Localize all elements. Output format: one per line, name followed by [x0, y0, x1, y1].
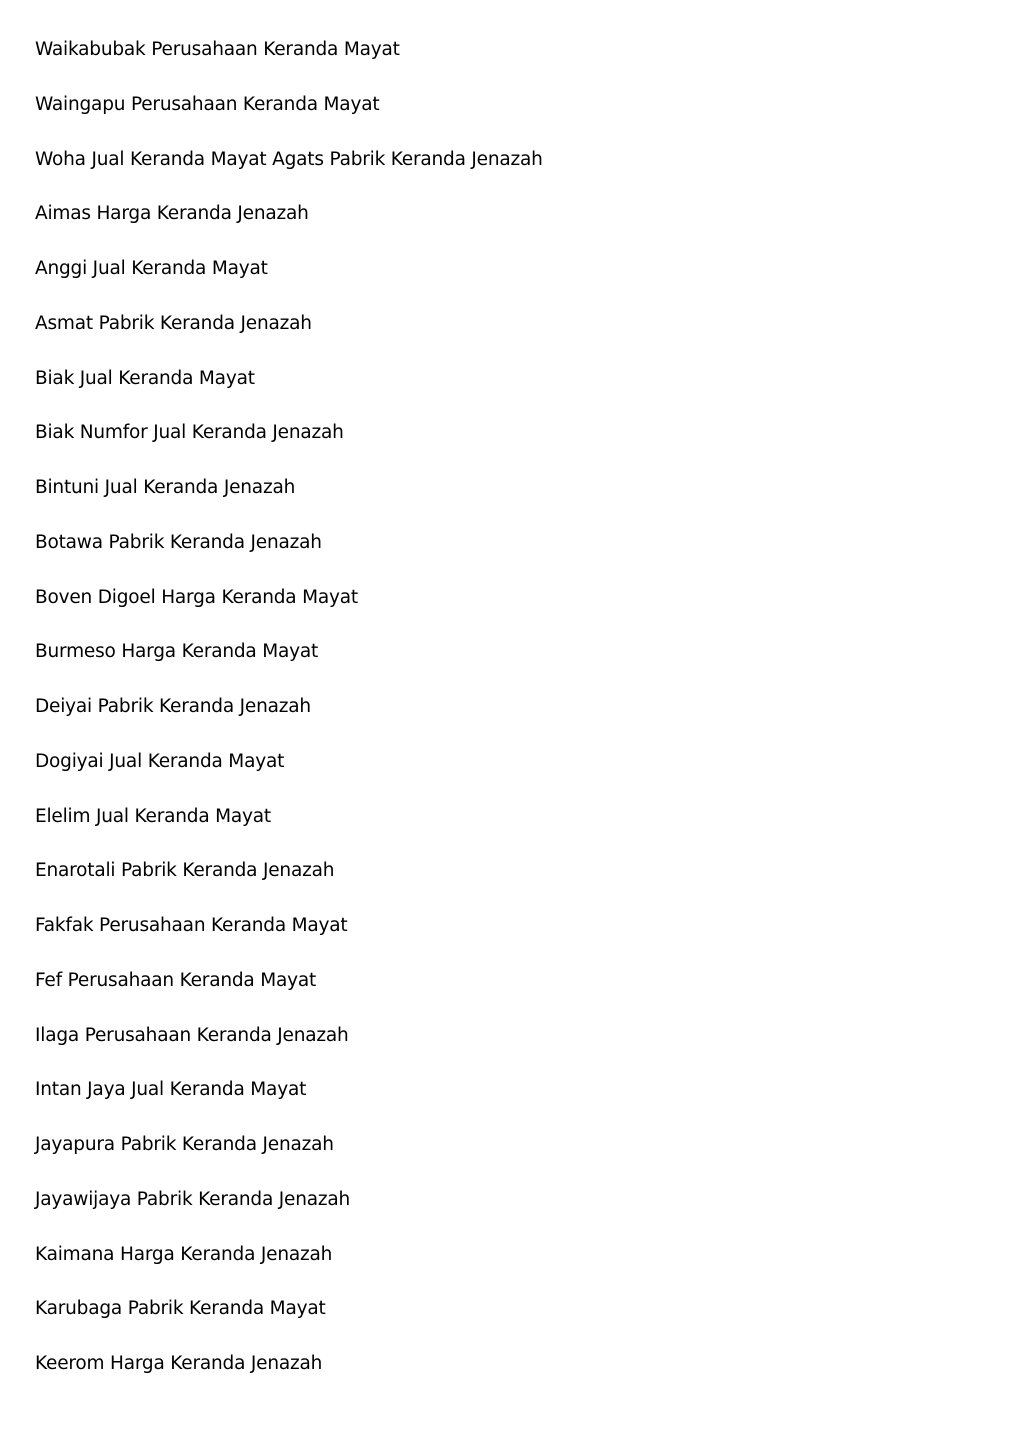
list-item: Asmat Pabrik Keranda Jenazah: [35, 312, 312, 334]
list-item: Woha Jual Keranda Mayat Agats Pabrik Keranda Jenazah: [35, 148, 543, 170]
list-item: Intan Jaya Jual Keranda Mayat: [35, 1079, 307, 1101]
list-item: Burmeso Harga Keranda Mayat: [35, 641, 319, 663]
list-item: Keerom Harga Keranda Jenazah: [35, 1353, 323, 1374]
list-item: Waikabubak Perusahaan Keranda Mayat: [35, 39, 400, 60]
list-item: Boven Digoel Harga Keranda Mayat: [35, 586, 358, 608]
list-item: Jayapura Pabrik Keranda Jenazah: [35, 1134, 334, 1155]
list-item: Waingapu Perusahaan Keranda Mayat: [35, 93, 380, 115]
list-item: Anggi Jual Keranda Mayat: [35, 258, 268, 279]
list-item: Deiyai Pabrik Keranda Jenazah: [35, 696, 311, 717]
list-item: Dogiyai Jual Keranda Mayat: [35, 750, 285, 772]
list-item: Biak Numfor Jual Keranda Jenazah: [35, 422, 344, 444]
list-item: Enarotali Pabrik Keranda Jenazah: [35, 860, 335, 882]
list-item: Fakfak Perusahaan Keranda Mayat: [35, 915, 348, 936]
list-item: Karubaga Pabrik Keranda Mayat: [35, 1298, 326, 1320]
list-item: Jayawijaya Pabrik Keranda Jenazah: [35, 1188, 351, 1210]
list-item: Bintuni Jual Keranda Jenazah: [35, 477, 296, 498]
list-item: Elelim Jual Keranda Mayat: [35, 805, 271, 827]
list-item: Fef Perusahaan Keranda Mayat: [35, 969, 317, 991]
list-item: Kaimana Harga Keranda Jenazah: [35, 1243, 333, 1265]
list-item: Biak Jual Keranda Mayat: [35, 367, 255, 389]
list-item: Aimas Harga Keranda Jenazah: [35, 203, 309, 225]
text-list: [35, 36, 543, 1405]
list-item: Botawa Pabrik Keranda Jenazah: [35, 531, 322, 553]
list-item: Ilaga Perusahaan Keranda Jenazah: [35, 1024, 349, 1046]
